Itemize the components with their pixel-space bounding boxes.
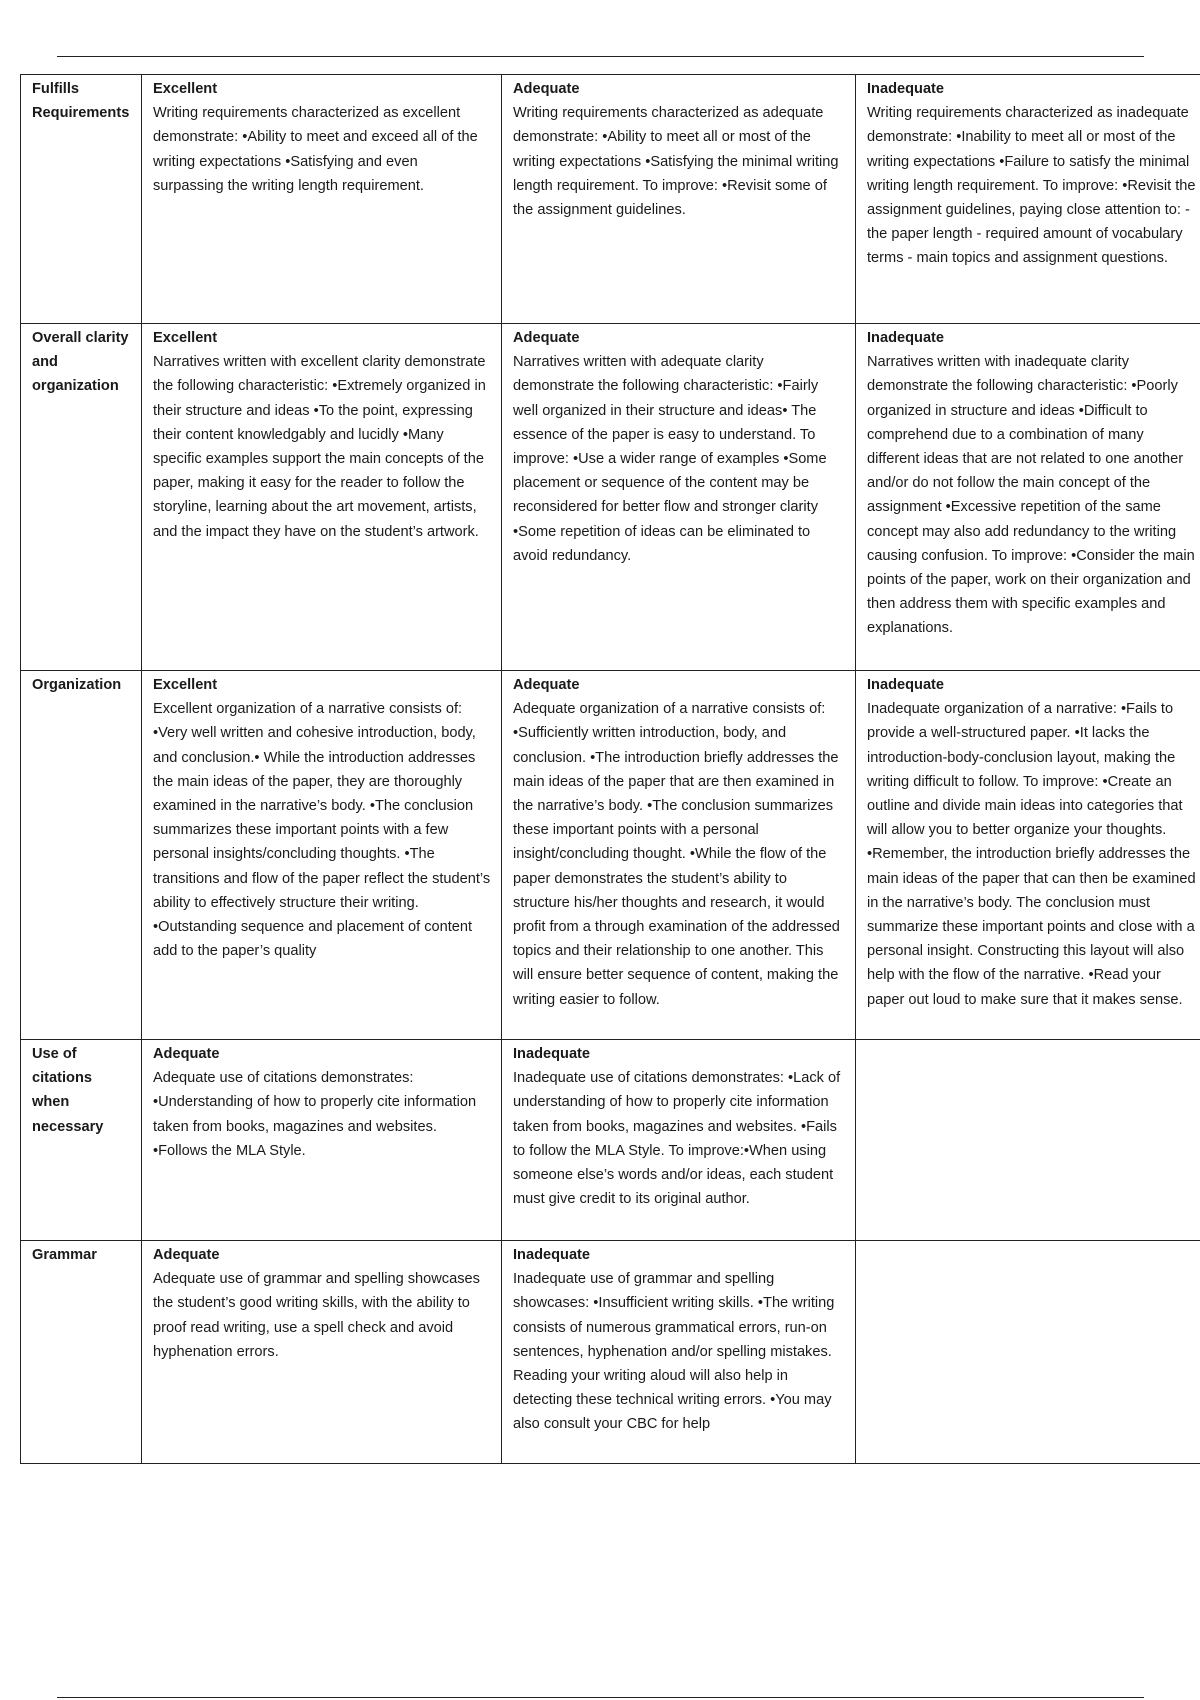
rating-label: Adequate [513,81,580,97]
rating-description: Narratives written with inadequate clarity demonstrate the following characteristic: •Poorly organized in structure and ideas •Difficult to comprehend due to a combination of many different ideas that are not related to one another and/or do not follow the main concept of the assignment •Excessive repetition of the same concept may also add redundancy to the writing causing confusion. To improve: •Consider the main points of the paper, work on their organization and then address them with specific examples and explanations. [867,354,1195,637]
rubric-row-grammar [21,1241,1200,1464]
rating-label: Inadequate [867,677,945,693]
rating-label: Inadequate [513,1247,591,1263]
rating-label: Excellent [153,330,218,346]
rating-description: Inadequate use of grammar and spelling showcases: •Insufficient writing skills. •The writing consists of numerous grammatical errors, run-on sentences, hyphenation and/or spelling mistakes. Reading your writing aloud will also help in detecting these technical writing errors. •You may also consult your CBC for help [513,1271,835,1433]
rubric-row-organization [21,671,1200,1040]
rubric-cell-empty [856,1040,1200,1241]
criterion-label: Fulfills Requirements [21,75,142,324]
rubric-cell [856,75,1200,324]
criterion-label: Use of citations when necessary [21,1040,142,1241]
rating-label: Excellent [153,677,218,693]
rubric-cell [502,75,856,324]
rubric-cell [502,324,856,671]
rubric-row-fulfills-requirements [21,75,1200,324]
rating-label: Adequate [153,1247,220,1263]
rating-description: Inadequate organization of a narrative: •Fails to provide a well-structured paper. •It lacks the introduction-body-conclusion layout, making the writing difficult to follow. To improve: •Create an outline and divide main ideas into categories that will allow you to better organize your thoughts. •Remember, the introduction briefly addresses the main ideas of the paper that can then be examined in the narrative’s body. The conclusion must summarize these important points and close with a personal insight. Constructing this layout will also help with the flow of the narrative. •Read your paper out loud to make sure that it makes sense. [867,701,1196,1008]
rating-description: Writing requirements characterized as inadequate demonstrate: •Inability to meet all or most of the writing expectations •Failure to satisfy the minimal writing length requirement. To improve: •Revisit the assignment guidelines, paying close attention to: - the paper length - required amount of vocabulary terms - main topics and assignment questions. [867,105,1196,267]
rating-description: Writing requirements characterized as excellent demonstrate: •Ability to meet and exceed all of the writing expectations •Satisfying and even surpassing the writing length requirement. [153,105,478,194]
header-rule [57,56,1144,57]
rating-label: Excellent [153,81,218,97]
footer-rule [57,1697,1144,1698]
rubric-cell [856,671,1200,1040]
rating-label: Adequate [513,330,580,346]
rating-description: Adequate use of grammar and spelling showcases the student’s good writing skills, with the ability to proof read writing, use a spell check and avoid hyphenation errors. [153,1271,480,1360]
rubric-cell-empty [856,1241,1200,1464]
rating-description: Narratives written with adequate clarity demonstrate the following characteristic: •Fairly well organized in their structure and ideas• The essence of the paper is easy to understand. To improve: •Use a wider range of examples •Some placement or sequence of the content may be reconsidered for better flow and stronger clarity •Some repetition of ideas can be eliminated to avoid redundancy. [513,354,827,564]
rating-description: Adequate use of citations demonstrates: •Understanding of how to properly cite information taken from books, magazines and websites. •Follows the MLA Style. [153,1070,477,1159]
criterion-label: Grammar [21,1241,142,1464]
criterion-label: Organization [21,671,142,1040]
rubric-cell [502,671,856,1040]
rating-label: Adequate [153,1046,220,1062]
rating-description: Inadequate use of citations demonstrates: •Lack of understanding of how to properly cite information taken from books, magazines and websites. •Fails to follow the MLA Style. To improve:•When using someone else’s words and/or ideas, each student must give credit to its original author. [513,1070,841,1208]
rubric-row-overall-clarity [21,324,1200,671]
rubric-cell [502,1241,856,1464]
rubric-cell [142,1040,502,1241]
rating-description: Writing requirements characterized as adequate demonstrate: •Ability to meet all or most of the writing expectations •Satisfying the minimal writing length requirement. To improve: •Revisit some of the assignment guidelines. [513,105,839,219]
rubric-table [20,74,1200,1464]
rubric-cell [142,324,502,671]
rating-label: Inadequate [867,330,945,346]
rating-description: Adequate organization of a narrative consists of: •Sufficiently written introduction, body, and conclusion. •The introduction briefly addresses the main ideas of the paper that are then examined in the narrative’s body. •The conclusion summarizes these important points with a personal insight/concluding thought. •While the flow of the paper demonstrates the student’s ability to structure his/her thoughts and research, it would profit from a through examination of the addressed topics and their relationship to one another. This will ensure better sequence of content, making the writing easier to follow. [513,701,840,1008]
rubric-cell [502,1040,856,1241]
rubric-row-citations [21,1040,1200,1241]
rubric-cell [856,324,1200,671]
rubric-cell [142,671,502,1040]
criterion-label: Overall clarity and organization [21,324,142,671]
rating-label: Inadequate [867,81,945,97]
rating-description: Excellent organization of a narrative consists of: •Very well written and cohesive introduction, body, and conclusion.• While the introduction addresses the main ideas of the paper, they are thoroughly examined in the narrative’s body. •The conclusion summarizes these important points with a few personal insights/concluding thoughts. •The transitions and flow of the paper reflect the student’s ability to effectively structure their writing. •Outstanding sequence and placement of content add to the paper’s quality [153,701,491,960]
rating-description: Narratives written with excellent clarity demonstrate the following characteristic: •Extremely organized in their structure and ideas •To the point, expressing their content knowledgably and lucidly •Many specific examples support the main concepts of the paper, making it easy for the reader to follow the storyline, learning about the art movement, artists, and the impact they have on the student’s artwork. [153,354,486,540]
rating-label: Adequate [513,677,580,693]
rating-label: Inadequate [513,1046,591,1062]
rubric-cell [142,75,502,324]
rubric-cell [142,1241,502,1464]
